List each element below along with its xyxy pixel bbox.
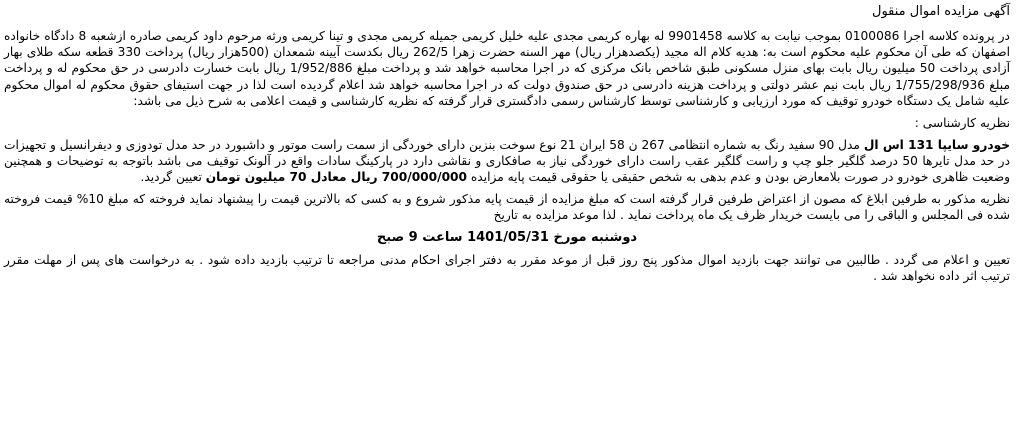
auction-terms-paragraph: نظریه مذکور به طرفین ابلاغ که مصون از اعتراض طرفین قرار گرفته است که مبلغ مزایده از قیمت پایه مذکور شروع و به کسی که بالاترین قیمت را پیشنهاد نماید فروخته که مبلغ 10% قیمت فروخته شده فی المجلس و الباقی را می بایست خریدار ظرف یک ماه پرداخت نماید . لذا موعد مزایده به تاریخ — [4, 191, 1010, 222]
expert-opinion-heading: نظریه کارشناسی : — [914, 116, 1010, 131]
case-paragraph: در پرونده کلاسه اجرا 0100086 بموجب نیابت به کلاسه 9901458 له بهاره کریمی مجدی علیه خلیل کریمی جمیله کریمی مجدی و تینا کریمی ورثه مرحوم داود کریمی صادره ازشعبه 8 دادگاه خانواده اصفهان که طی آن محکوم علیه محکوم است به: هدیه کلام اله مجید (یکصدهزار ریال) مهر السنه حضرت زهرا 262/5 ریال بکدست آیینه شمعدان (500هزار ریال) پرداخت 330 قطعه سکه طلای بهار آزادی پرداخت 50 میلیون ریال بابت بهای منزل مسکونی طبق شاخص بانک مرکزی که در اجرا محاسبه خواهد شد و پرداخت مبلغ 1/952/886 ریال بابت خسارت دادرسی در حق محکوم له و پرداخت مبلغ 1/755/298/936 ریال بابت نیم عشر دولتی و پرداخت هزینه دادرسی در حق صندوق دولت که در اجرا محاسبه خواهد شد اعلام گردیده است لذا در جهت استیفای حقوق محکوم له اموال محکوم علیه شامل یک دستگاه خودرو توقیف که مورد ارزیابی و کارشناسی توسط کارشناس رسمی دادگستری قرار گرفته که نظریه کارشناسی و قیمت اعلامی به شرح ذیل می باشد: — [4, 29, 1010, 108]
vehicle-name: خودرو سایپا 131 اس ال — [863, 138, 1011, 153]
expert-opinion-paragraph — [4, 137, 1010, 186]
base-price: 700/000/000 ریال معادل 70 میلیون تومان — [205, 170, 468, 185]
closing-paragraph: تعیین و اعلام می گردد . طالبین می توانند جهت بازدید اموال مذکور پنج روز قبل از موعد مقرر به دفتر اجرای احکام مدنی مراجعه تا ترتیب بازدید داده شود . به درخواست های پس از مهلت مقرر ترتیب اثر داده نخواهد شد . — [4, 253, 1010, 284]
auction-date: دوشنبه مورخ 1401/05/31 ساعت 9 صبح — [376, 230, 638, 246]
vehicle-description: مدل 90 سفید رنگ به شماره انتظامی 267 ن 58 ایران 21 نوع سوخت بنزین دارای خوردگی از سمت راست موتور و داشبورد در حد مدل تودوزی و دیفرانسیل و تجهیزات در حد مدل تایرها 50 درصد گلگیر جلو چپ و راست گلگیر عقب راست دارای خوردگی نیاز به صافکاری و نقاشی دارد در پارکینگ سادات واقع در آلونک توقیف می باشد باتوجه به توضیحات و همچنین وضعیت ظاهری خودرو در صورت بلامعارض بودن و عدم بدهی به شخص حقیقی یا حقوقی قیمت پایه مزایده — [4, 138, 1010, 185]
base-price-suffix: تعیین گردید. — [140, 170, 206, 185]
notice-title: آگهی مزایده اموال منقول — [872, 4, 1010, 19]
